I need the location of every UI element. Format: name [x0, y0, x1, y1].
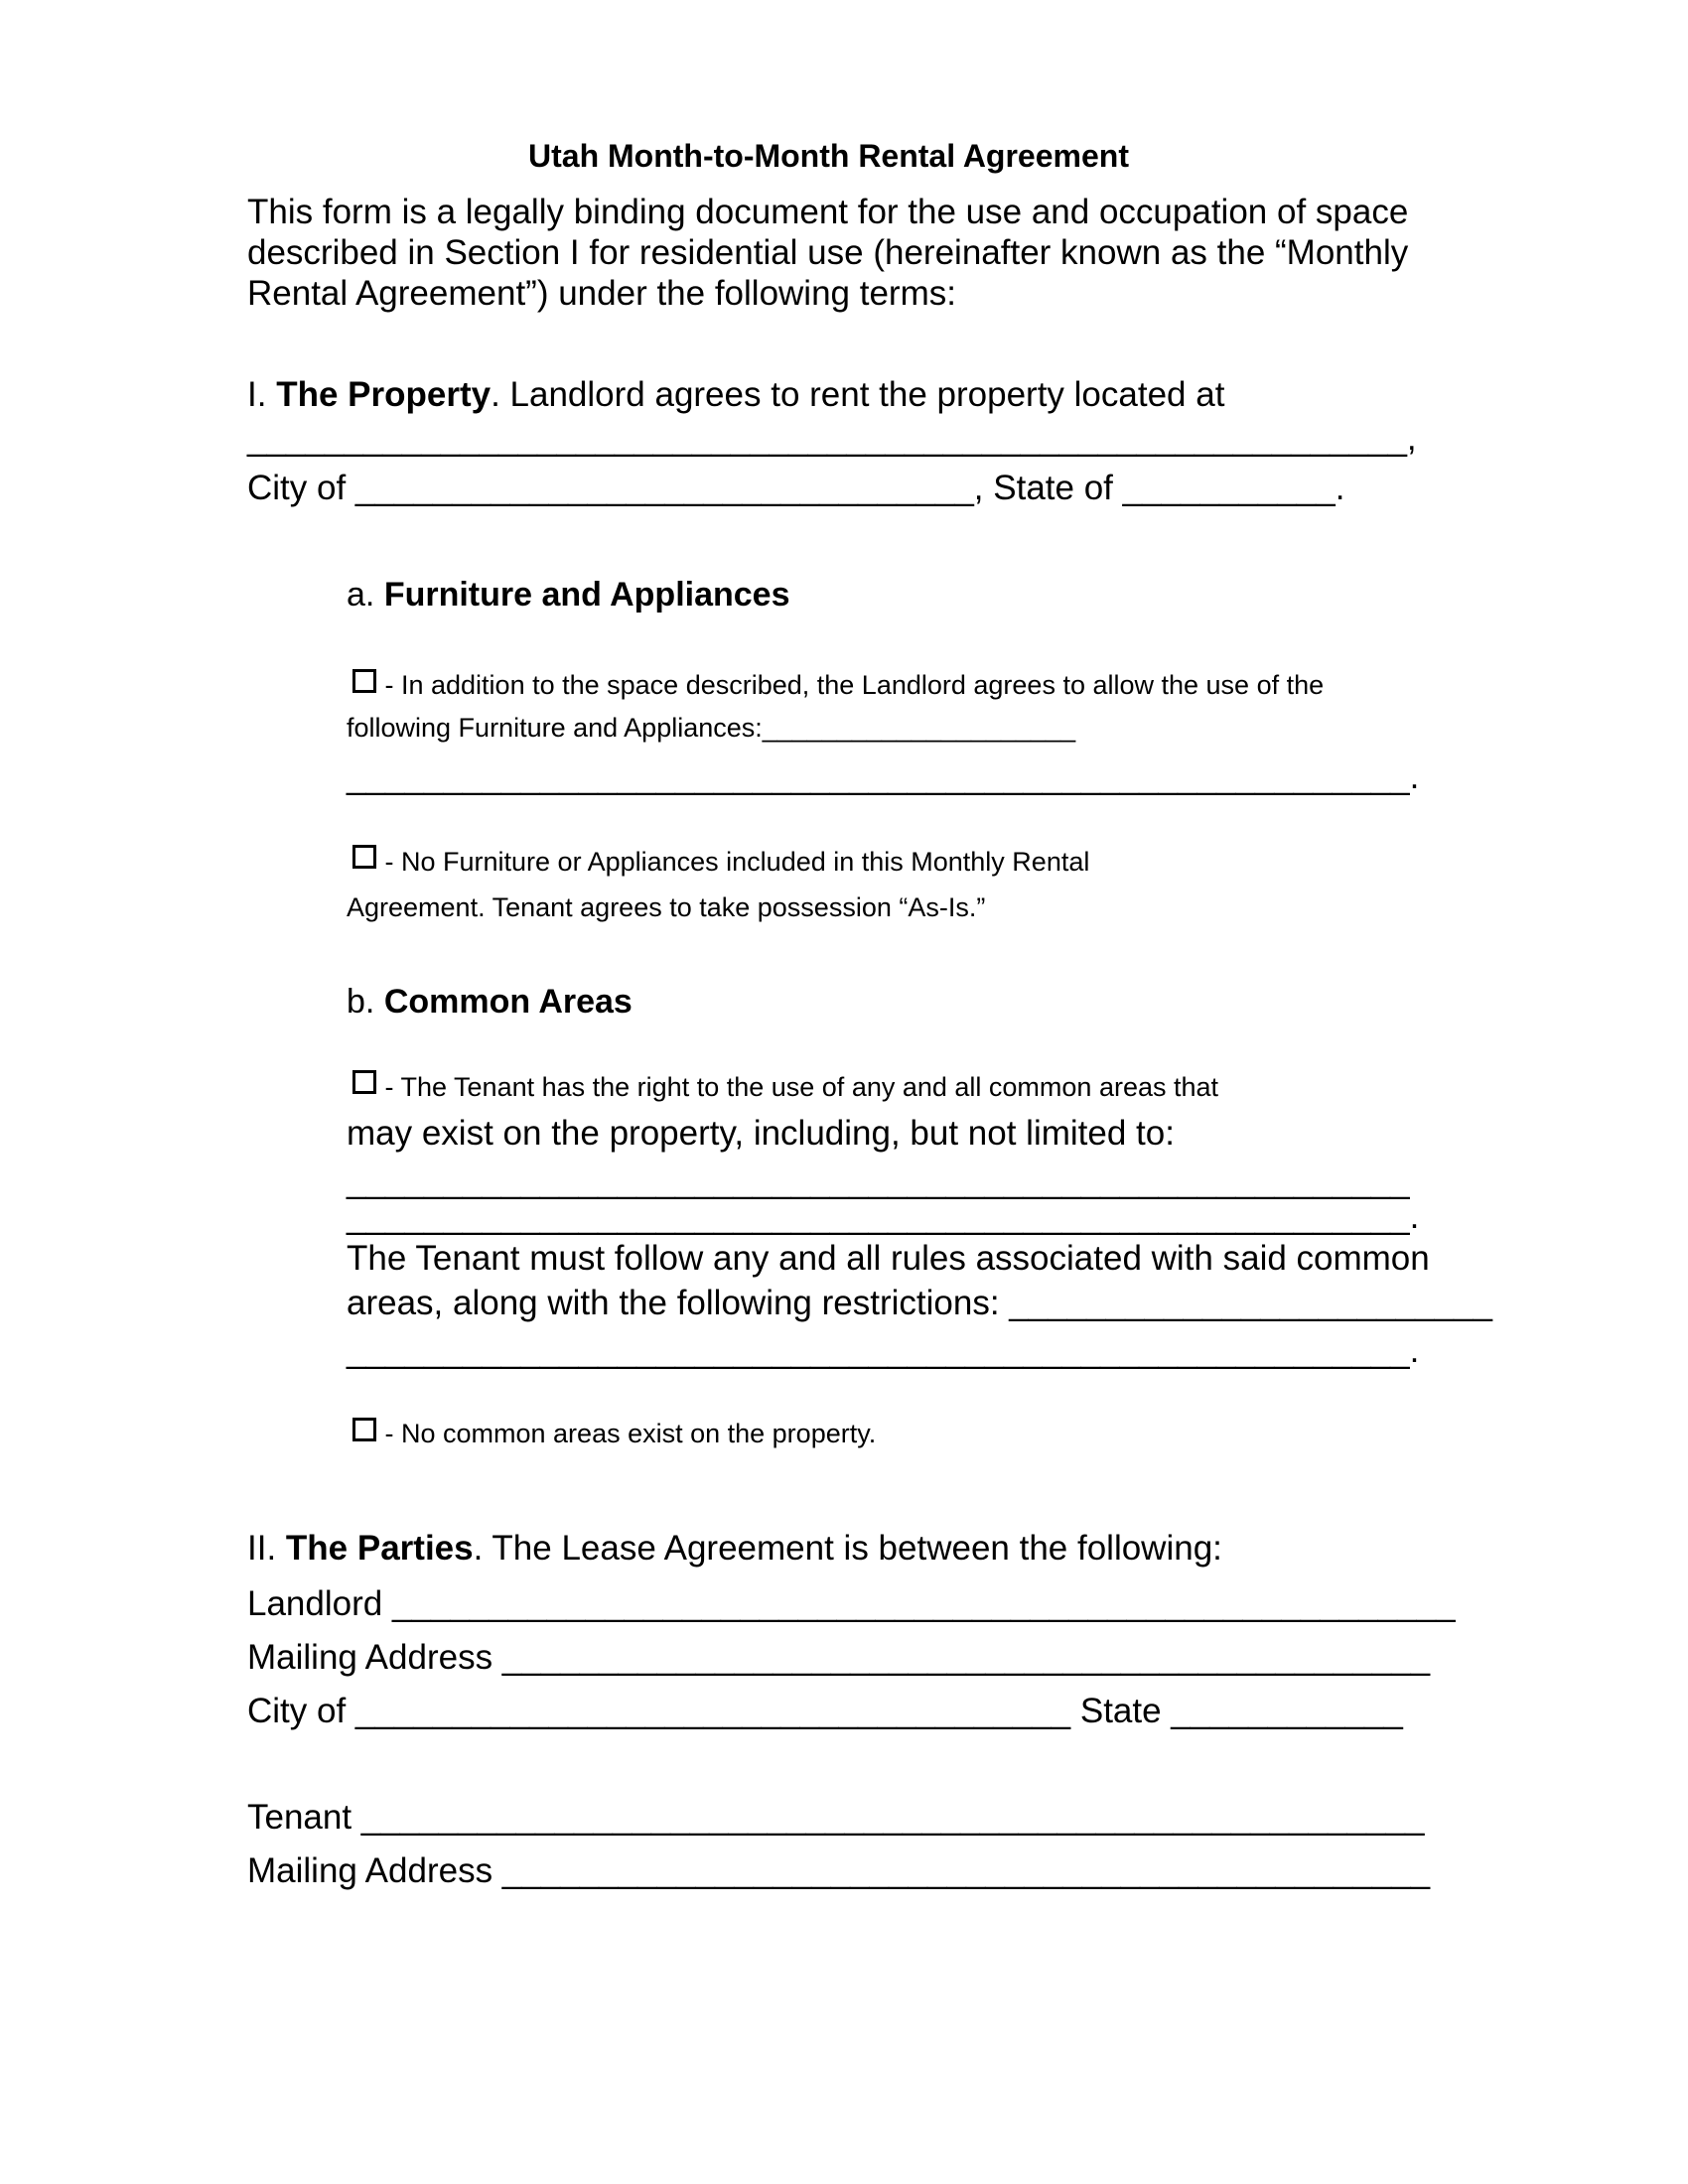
- common-areas-option-2: - No common areas exist on the property.: [377, 1419, 877, 1448]
- subsection-b-heading: Common Areas: [383, 983, 633, 1021]
- section-1-numeral: I.: [247, 375, 277, 414]
- furniture-included-checkbox[interactable]: [352, 669, 376, 693]
- subsection-b-heading-line: [347, 985, 633, 1019]
- section-1-text: . Landlord agrees to rent the property located at: [491, 375, 1225, 414]
- common-areas-option-1-line-2: may exist on the property, including, but not limited to:: [347, 1114, 1175, 1153]
- furniture-option-1-line-1: - In addition to the space described, the Landlord agrees to allow the use of the: [377, 670, 1325, 700]
- property-city-state-field[interactable]: City of ________________________________, State of ___________.: [247, 469, 1345, 507]
- furniture-list-field[interactable]: _______________________________________________________.: [347, 757, 1420, 796]
- no-furniture-checkbox[interactable]: [352, 845, 376, 869]
- intro-line-2: described in Section I for residential use (hereinafter known as the “Monthly: [247, 233, 1409, 272]
- common-areas-list-field-2[interactable]: _______________________________________________________.: [347, 1197, 1420, 1236]
- section-2-heading-line: [247, 1531, 1222, 1566]
- common-areas-rules-line-1: The Tenant must follow any and all rules associated with said common: [347, 1239, 1430, 1278]
- subsection-a-heading-line: [347, 578, 790, 612]
- landlord-mailing-address-field[interactable]: Mailing Address ________________________________________________: [247, 1638, 1431, 1677]
- furniture-option-2-line-1: - No Furniture or Appliances included in this Monthly Rental: [377, 847, 1090, 877]
- section-1-heading: The Property: [276, 375, 492, 414]
- section-2-numeral: II.: [247, 1529, 286, 1568]
- landlord-city-state-field[interactable]: City of _____________________________________ State ____________: [247, 1692, 1403, 1730]
- furniture-option-2-line-2: Agreement. Tenant agrees to take possession “As-Is.”: [347, 892, 986, 922]
- section-1-heading-line: [247, 377, 1224, 412]
- common-areas-option-1-line-1: - The Tenant has the right to the use of any and all common areas that: [377, 1072, 1219, 1102]
- no-common-areas-checkbox[interactable]: [352, 1418, 376, 1441]
- furniture-option-1-line-2[interactable]: following Furniture and Appliances:_____________________: [347, 713, 1076, 743]
- tenant-mailing-address-field[interactable]: Mailing Address ________________________________________________: [247, 1851, 1431, 1890]
- common-areas-restrictions-field-2[interactable]: _______________________________________________________.: [347, 1331, 1420, 1370]
- subsection-b-prefix: b.: [347, 983, 384, 1021]
- intro-line-3: Rental Agreement”) under the following terms:: [247, 274, 956, 313]
- landlord-name-field[interactable]: Landlord _______________________________________________________: [247, 1584, 1456, 1623]
- common-areas-restrictions-field[interactable]: areas, along with the following restrictions: _________________________: [347, 1284, 1492, 1322]
- common-areas-list-field-1[interactable]: _______________________________________________________: [347, 1161, 1410, 1200]
- common-areas-checkbox[interactable]: [352, 1070, 376, 1094]
- section-2-heading: The Parties: [285, 1529, 474, 1568]
- subsection-a-prefix: a.: [347, 576, 384, 614]
- tenant-name-field[interactable]: Tenant _______________________________________________________: [247, 1798, 1425, 1837]
- document-title: Utah Month-to-Month Rental Agreement: [528, 138, 1129, 174]
- section-2-text: . The Lease Agreement is between the following:: [473, 1529, 1222, 1568]
- intro-line-1: This form is a legally binding document for the use and occupation of space: [247, 193, 1409, 231]
- subsection-a-heading: Furniture and Appliances: [383, 576, 790, 614]
- property-address-field[interactable]: ____________________________________________________________,: [247, 419, 1417, 458]
